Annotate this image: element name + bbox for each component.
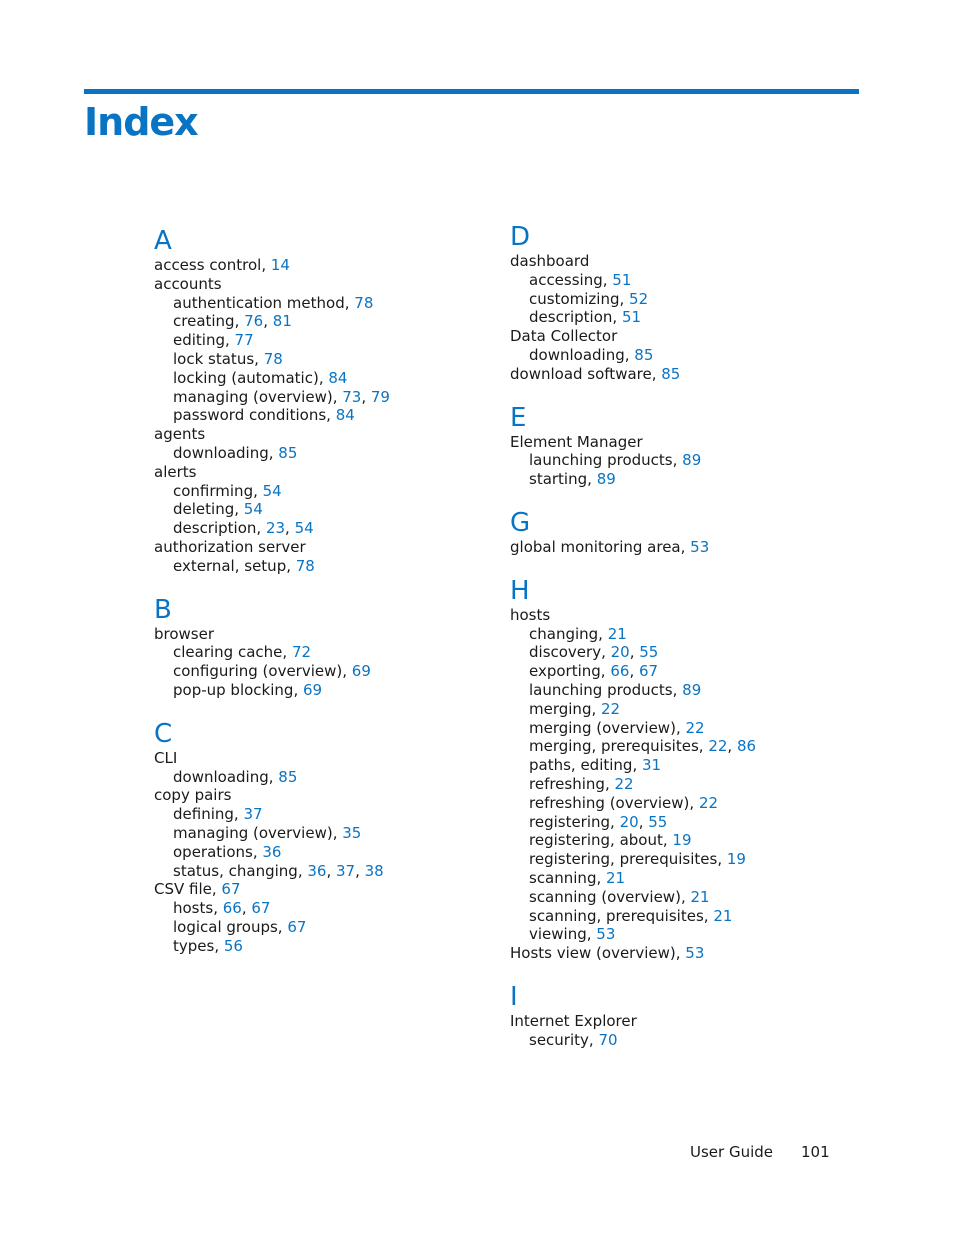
index-entry	[154, 749, 504, 768]
page-reference-link[interactable]: 77	[234, 331, 254, 350]
page-reference-link[interactable]: 56	[223, 936, 243, 955]
page-reference-link[interactable]: 38	[364, 861, 384, 880]
index-subentry: merging, 22	[529, 699, 621, 718]
index-subentry: clearing cache, 72	[173, 643, 312, 662]
index-subentry: merging (overview), 22	[529, 718, 705, 737]
index-subentry: operations, 36	[173, 842, 282, 861]
index-term: accounts	[154, 274, 222, 293]
page-reference-link[interactable]: 31	[642, 756, 662, 775]
index-term: browser	[154, 624, 215, 643]
index-term: locking (automatic)	[173, 368, 319, 387]
index-subentry: managing (overview), 35	[173, 823, 362, 842]
index-term: logical groups	[173, 917, 278, 936]
index-subentry: registering, prerequisites, 19	[529, 850, 746, 869]
page-reference-link[interactable]: 79	[370, 387, 390, 406]
page-reference-link[interactable]: 89	[682, 451, 702, 470]
index-subentry: description, 51	[529, 308, 642, 327]
page-reference-link[interactable]: 35	[342, 823, 362, 842]
page-reference-link[interactable]: 85	[278, 767, 298, 786]
index-term: discovery	[529, 643, 602, 662]
page-reference-link[interactable]: 23	[265, 519, 286, 538]
index-term: Hosts view (overview)	[510, 944, 676, 963]
index-subentry: authentication method, 78	[173, 293, 374, 312]
index-term: scanning	[529, 868, 597, 887]
index-entry: CSV file, 67	[154, 880, 241, 899]
page-reference-link[interactable]: 89	[682, 680, 702, 699]
index-subentry: refreshing (overview), 22	[529, 793, 719, 812]
page-reference-link[interactable]: 67	[221, 880, 241, 899]
index-term: download software	[510, 364, 652, 383]
index-term: external, setup	[173, 556, 287, 575]
index-subentry: hosts, 66, 67	[173, 899, 271, 918]
index-term: authorization server	[154, 537, 306, 556]
page-reference-link[interactable]: 78	[354, 293, 374, 312]
index-term: confirming	[173, 481, 254, 500]
page-reference-link[interactable]: 21	[606, 868, 626, 887]
index-letter-heading: H	[510, 575, 530, 606]
page-reference-link[interactable]: 21	[607, 624, 627, 643]
index-entry	[510, 606, 860, 625]
index-subentry: downloading, 85	[529, 345, 654, 364]
index-subentry: creating, 76, 81	[173, 312, 292, 331]
index-term: password conditions	[173, 406, 327, 425]
index-term: paths, editing	[529, 756, 633, 775]
index-term: scanning, prerequisites	[529, 906, 704, 925]
index-subentry: confirming, 54	[173, 481, 282, 500]
index-subentry: launching products, 89	[529, 680, 702, 699]
index-subentry: scanning (overview), 21	[529, 887, 710, 906]
index-term: refreshing	[529, 774, 605, 793]
index-term: deleting	[173, 500, 235, 519]
index-term: refreshing (overview)	[529, 793, 690, 812]
page-reference-link[interactable]: 73	[342, 387, 362, 406]
index-entry	[510, 252, 860, 271]
page-reference-link[interactable]: 52	[629, 289, 649, 308]
index-subentry: refreshing, 22	[529, 774, 634, 793]
page-reference-link[interactable]: 89	[596, 470, 616, 489]
page-reference-link[interactable]: 66	[222, 899, 242, 918]
index-letter-heading: G	[510, 507, 531, 538]
index-section-h	[510, 576, 860, 963]
index-letter-heading: D	[510, 222, 531, 252]
page-reference-link[interactable]: 51	[621, 308, 642, 327]
index-term: clearing cache	[173, 643, 283, 662]
index-entry: global monitoring area, 53	[510, 537, 710, 556]
index-subentry: password conditions, 84	[173, 406, 355, 425]
index-term: lock status	[173, 349, 255, 368]
index-term: hosts	[173, 899, 214, 918]
index-term: merging (overview)	[529, 718, 676, 737]
index-entry	[154, 425, 504, 444]
index-subentry: scanning, prerequisites, 21	[529, 906, 733, 925]
index-term: defining	[173, 805, 234, 824]
index-term: merging	[529, 699, 592, 718]
index-term: managing (overview)	[173, 387, 333, 406]
page-reference-link[interactable]: 84	[335, 406, 355, 425]
page-reference-link[interactable]: 54	[294, 519, 314, 538]
index-term: alerts	[154, 462, 197, 481]
index-entry: access control, 14	[154, 256, 290, 274]
page-reference-link[interactable]: 69	[302, 680, 323, 699]
index-subentry: registering, about, 19	[529, 831, 692, 850]
index-term: downloading	[529, 345, 625, 364]
index-term: changing	[529, 624, 599, 643]
index-letter-heading: E	[510, 402, 527, 433]
index-term: access control	[154, 256, 262, 274]
page-reference-link[interactable]: 22	[601, 699, 621, 718]
index-term: CSV file	[154, 880, 212, 899]
index-term: agents	[154, 425, 206, 444]
index-entry	[510, 433, 860, 452]
page-reference-link[interactable]: 14	[270, 256, 290, 274]
page-reference-link[interactable]: 36	[307, 861, 327, 880]
index-entry	[510, 1012, 860, 1031]
index-subentry: editing, 77	[173, 331, 254, 350]
index-term: authentication method	[173, 293, 345, 312]
page-reference-link[interactable]: 53	[596, 925, 616, 944]
index-term: scanning (overview)	[529, 887, 681, 906]
index-term: managing (overview)	[173, 823, 333, 842]
index-term: pop-up blocking	[173, 680, 294, 699]
index-term: registering	[529, 812, 611, 831]
index-subentry: downloading, 85	[173, 767, 298, 786]
index-column-left	[154, 226, 504, 975]
page-reference-link[interactable]: 78	[295, 556, 315, 575]
index-subentry: security, 70	[529, 1030, 618, 1049]
index-subentry: logical groups, 67	[173, 917, 307, 936]
index-term: exporting	[529, 662, 601, 681]
page-reference-link[interactable]: 67	[287, 917, 307, 936]
index-term: Internet Explorer	[510, 1011, 637, 1030]
index-term: creating	[173, 312, 235, 331]
page-reference-link[interactable]: 19	[672, 831, 692, 850]
index-term: description	[173, 519, 257, 538]
index-entry	[154, 538, 504, 557]
index-term: downloading	[173, 767, 269, 786]
index-letter-heading: I	[510, 981, 518, 1012]
index-subentry: starting, 89	[529, 470, 616, 489]
index-subentry: defining, 37	[173, 805, 263, 824]
page-reference-link[interactable]: 53	[690, 537, 710, 556]
index-term: viewing	[529, 925, 587, 944]
footer-page-number: 101	[801, 1143, 830, 1161]
index-term: dashboard	[510, 252, 590, 270]
index-entry: download software, 85	[510, 364, 681, 383]
index-entry	[154, 463, 504, 482]
index-term: registering, about	[529, 831, 663, 850]
page-reference-link[interactable]: 84	[328, 368, 348, 387]
page-reference-link[interactable]: 85	[661, 364, 681, 383]
title-rule	[84, 89, 859, 94]
index-term: configuring (overview)	[173, 662, 343, 681]
index-subentry: discovery, 20, 55	[529, 643, 659, 662]
page-reference-link[interactable]: 69	[351, 662, 371, 681]
index-section-c	[154, 719, 504, 956]
index-subentry: status, changing, 36, 37, 38	[173, 861, 384, 880]
index-term: types	[173, 936, 215, 955]
footer-guide-title: User Guide	[690, 1143, 774, 1161]
index-section-d	[510, 222, 860, 384]
page-reference-link[interactable]: 55	[648, 812, 668, 831]
index-term: accessing	[529, 270, 603, 289]
index-term: launching products	[529, 451, 673, 470]
index-subentry: locking (automatic), 84	[173, 368, 348, 387]
index-term: operations	[173, 842, 253, 861]
index-term: registering, prerequisites	[529, 850, 718, 869]
index-column-right	[510, 222, 860, 1069]
page-reference-link[interactable]: 21	[690, 887, 710, 906]
index-subentry: paths, editing, 31	[529, 756, 662, 775]
page-reference-link[interactable]: 81	[272, 312, 292, 331]
page-reference-link[interactable]: 66	[610, 662, 630, 681]
index-section-g	[510, 508, 860, 557]
page-reference-link[interactable]: 37	[243, 805, 263, 824]
page-reference-link[interactable]: 54	[243, 500, 263, 519]
page-reference-link[interactable]: 85	[278, 443, 298, 462]
index-letter-heading: C	[154, 718, 173, 749]
index-entry	[154, 275, 504, 294]
page-reference-link[interactable]: 67	[638, 662, 659, 681]
page-reference-link[interactable]: 21	[713, 906, 733, 925]
index-term: launching products	[529, 680, 673, 699]
index-section-i	[510, 982, 860, 1050]
index-letter-heading: A	[154, 226, 172, 256]
page-reference-link[interactable]: 36	[262, 842, 282, 861]
index-entry	[154, 625, 504, 644]
index-subentry: downloading, 85	[173, 443, 298, 462]
index-subentry: external, setup, 78	[173, 556, 315, 575]
index-term: CLI	[154, 748, 178, 767]
page-reference-link[interactable]: 78	[263, 349, 283, 368]
page-reference-link[interactable]: 72	[291, 643, 312, 662]
page-reference-link[interactable]: 55	[639, 643, 659, 662]
index-letter-heading: B	[154, 594, 172, 625]
index-subentry: pop-up blocking, 69	[173, 680, 323, 699]
index-subentry: exporting, 66, 67	[529, 662, 659, 681]
page-reference-link[interactable]: 70	[598, 1030, 618, 1049]
page-reference-link[interactable]: 22	[698, 793, 719, 812]
index-subentry: managing (overview), 73, 79	[173, 387, 390, 406]
index-term: Data Collector	[510, 327, 618, 346]
page-reference-link[interactable]: 20	[610, 643, 630, 662]
page-reference-link[interactable]: 67	[251, 899, 271, 918]
index-subentry: deleting, 54	[173, 500, 263, 519]
index-term: downloading	[173, 443, 269, 462]
page-reference-link[interactable]: 76	[244, 312, 264, 331]
index-term: hosts	[510, 605, 551, 624]
index-section-b	[154, 595, 504, 700]
page-reference-link[interactable]: 20	[619, 812, 639, 831]
index-term: customizing	[529, 289, 620, 308]
index-subentry: merging, prerequisites, 22, 86	[529, 737, 757, 756]
index-entry: Hosts view (overview), 53	[510, 944, 705, 963]
index-subentry: viewing, 53	[529, 925, 616, 944]
page-title: Index	[84, 100, 198, 144]
page-footer	[690, 1143, 830, 1161]
index-subentry: description, 23, 54	[173, 519, 314, 538]
index-term: merging, prerequisites	[529, 737, 699, 756]
index-term: global monitoring area	[510, 537, 681, 556]
index-subentry: changing, 21	[529, 624, 627, 643]
index-term: description	[529, 308, 613, 327]
index-subentry: registering, 20, 55	[529, 812, 668, 831]
index-subentry: types, 56	[173, 936, 243, 955]
index-term: status, changing	[173, 861, 298, 880]
index-term: starting	[529, 470, 588, 489]
page-reference-link[interactable]: 22	[614, 774, 634, 793]
page-reference-link[interactable]: 85	[634, 345, 654, 364]
page-reference-link[interactable]: 22	[685, 718, 705, 737]
index-term: Element Manager	[510, 432, 643, 451]
index-entry	[510, 327, 860, 346]
page-reference-link[interactable]: 37	[336, 861, 356, 880]
page-reference-link[interactable]: 86	[736, 737, 757, 756]
page-reference-link[interactable]: 54	[262, 481, 282, 500]
index-term: editing	[173, 331, 225, 350]
index-subentry: customizing, 52	[529, 289, 649, 308]
index-subentry: launching products, 89	[529, 451, 702, 470]
index-subentry: accessing, 51	[529, 270, 632, 289]
page-reference-link[interactable]: 22	[708, 737, 728, 756]
index-subentry: scanning, 21	[529, 868, 626, 887]
index-entry	[154, 786, 504, 805]
page-reference-link[interactable]: 53	[685, 944, 705, 963]
page-reference-link[interactable]: 19	[726, 850, 746, 869]
index-term: copy pairs	[154, 786, 232, 805]
index-subentry: lock status, 78	[173, 349, 283, 368]
index-subentry: configuring (overview), 69	[173, 662, 371, 681]
index-section-a	[154, 226, 504, 576]
index-term: security	[529, 1030, 589, 1049]
index-section-e	[510, 403, 860, 489]
page-reference-link[interactable]: 51	[612, 270, 632, 289]
